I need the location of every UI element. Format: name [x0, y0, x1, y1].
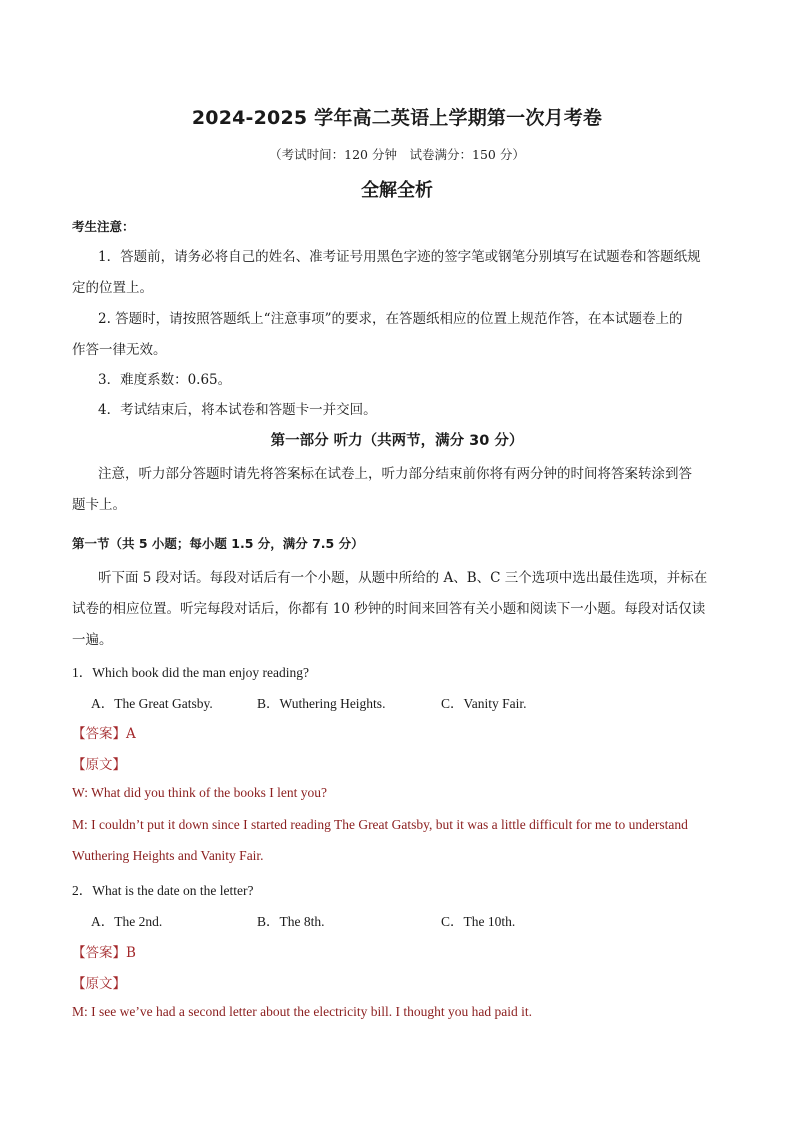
question-1-option-c: C．Vanity Fair.	[441, 696, 527, 711]
question-1-transcript-line-2: M: I couldn’t put it down since I started reading The Great Gatsby, but it was a little difficult for me to understand	[72, 817, 688, 832]
question-2-transcript-line-1: M: I see we’ve had a second letter about the electricity bill. I thought you had paid it.	[72, 1004, 532, 1019]
question-1-option-a: A．The Great Gatsby.	[91, 696, 213, 711]
instructions-line-3: 一遍。	[72, 632, 113, 648]
instructions-line-2: 试卷的相应位置。听完每段对话后，你都有 10 秒钟的时间来回答有关小题和阅读下一小题。每段对话仅读	[72, 601, 706, 617]
question-2-answer: 【答案】B	[72, 945, 136, 961]
listening-note-line-2: 题卡上。	[72, 497, 126, 513]
question-1-transcript-line-1: W: What did you think of the books I lent you?	[72, 785, 327, 800]
question-1-transcript-line-3: Wuthering Heights and Vanity Fair.	[72, 848, 264, 863]
analysis-heading: 全解全析	[361, 180, 433, 201]
notice-item-3: 3．难度系数：0.65。	[98, 372, 232, 388]
notice-label: 考生注意：	[72, 219, 135, 234]
page-title: 2024-2025 学年高二英语上学期第一次月考卷	[191, 107, 603, 129]
question-1-stem: 1．Which book did the man enjoy reading?	[72, 665, 309, 680]
listening-note-line-1: 注意，听力部分答题时请先将答案标在试卷上，听力部分结束前你将有两分钟的时间将答案转涂到答	[98, 466, 692, 482]
question-2-option-a: A．The 2nd.	[91, 914, 163, 929]
question-1-option-b: B．Wuthering Heights.	[257, 696, 386, 711]
question-1-answer: 【答案】A	[72, 726, 136, 742]
exam-info: （考试时间：120 分钟 试卷满分：150 分）	[269, 147, 525, 162]
question-1-source-label: 【原文】	[72, 757, 126, 773]
question-2-source-label: 【原文】	[72, 976, 126, 992]
part-1-title: 第一部分 听力（共两节，满分 30 分）	[270, 433, 524, 449]
question-2-option-b: B．The 8th.	[257, 914, 325, 929]
notice-item-4: 4．考试结束后，将本试卷和答题卡一并交回。	[98, 402, 377, 418]
instructions-line-1: 听下面 5 段对话。每段对话后有一个小题，从题中所给的 A、B、C 三个选项中选出最佳选项，并标在	[98, 570, 708, 586]
notice-item-2-line-1: 2. 答题时，请按照答题纸上“注意事项”的要求，在答题纸相应的位置上规范作答，在本试题卷上的	[98, 311, 683, 327]
question-2-stem: 2．What is the date on the letter?	[72, 883, 254, 898]
question-2-option-c: C．The 10th.	[441, 914, 516, 929]
notice-item-1-line-1: 1．答题前，请务必将自己的姓名、准考证号用黑色字迹的签字笔或钢笔分别填写在试题卷和答题纸规	[98, 249, 701, 265]
notice-item-2-line-2: 作答一律无效。	[72, 342, 167, 358]
section-1-title: 第一节（共 5 小题；每小题 1.5 分，满分 7.5 分）	[72, 536, 364, 551]
notice-item-1-line-2: 定的位置上。	[72, 280, 153, 296]
